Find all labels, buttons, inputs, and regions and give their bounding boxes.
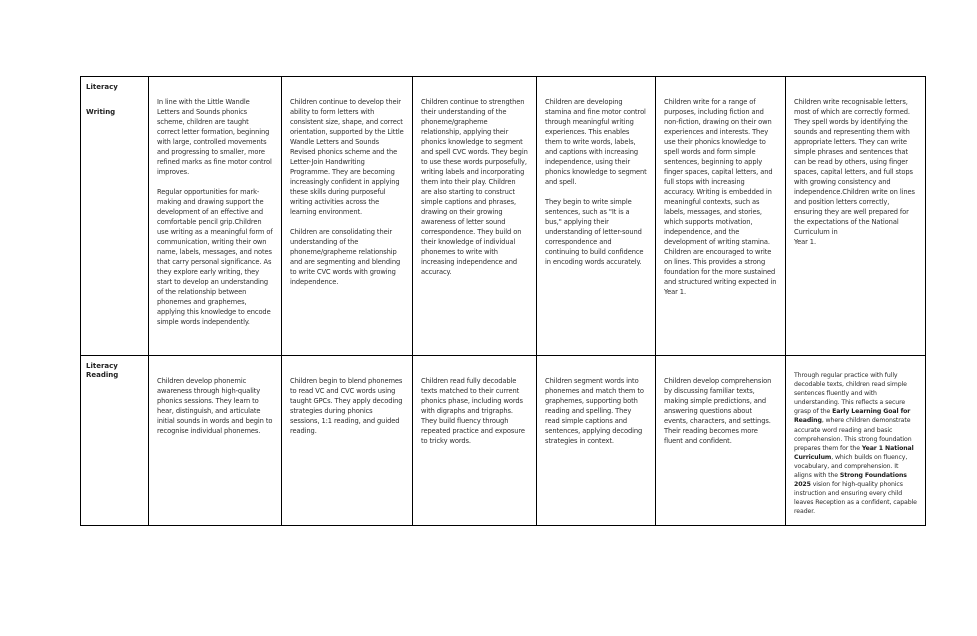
writing-cell-1 <box>149 77 282 356</box>
text-run: , where children demonstrate accurate word reading and basic comprehension. This strong foundation prepares them for the <box>794 417 912 452</box>
paragraph: Children continue to strengthen their understanding of the phoneme/grapheme relationship, applying their phonics knowledge to segment and spell CVC words. They begin to use these words purposefully, writing labels and incorporating them into their play. Children are also starting to construct simple captions and phrases, drawing on their growing awareness of letter sound correspondence. They build on their knowledge of individual phonemes to write with increasing independence and accuracy. <box>421 98 528 276</box>
table-row-reading <box>81 356 926 526</box>
paragraph: Children write recognisable letters, most of which are correctly formed. They spell words by identifying the sounds and representing them with appropriate letters. They can write simple phrases and sentences that can be read by others, using finger spaces, capital letters, and full stops with growing consistency and independence.Children write on lines and position letters correctly, ensuring they are well prepared for the expectations of the National Curriculum in <box>794 98 915 236</box>
table-row-writing <box>81 77 926 356</box>
paragraph: Children develop comprehension by discussing familiar texts, making simple predictions, and answering questions about events, characters, and settings. Their reading becomes more fluent and confident. <box>664 377 772 445</box>
paragraph: Children are developing stamina and fine motor control through meaningful writing experiences. This enables them to write words, labels, and captions with increasing independence, using their phonics knowledge to segment and spell. <box>545 98 647 186</box>
reading-cell-3 <box>413 356 537 526</box>
paragraph: Children write for a range of purposes, including fiction and non-fiction, drawing on their own experiences and interests. They use their phonics knowledge to spell words and form simple sentences, beginning to apply finger spaces, capital letters, and full stops with increasing accuracy. Writing is embedded in meaningful contexts, such as labels, messages, and stories, which supports motivation, independence, and the development of writing stamina. Children are encouraged to write on lines. This provides a strong foundation for the more sustained and structured writing expected in Year 1. <box>664 98 777 296</box>
paragraph: Children segment words into phonemes and match them to graphemes, supporting both reading and spelling. They read simple captions and sentences, applying decoding strategies in context. <box>545 377 644 445</box>
curriculum-table <box>80 76 926 526</box>
text-run: , which builds on fluency, vocabulary, and comprehension. It aligns with the <box>794 453 908 480</box>
bold-run: Early Learning Goal for Reading <box>794 408 911 425</box>
bold-run: Year 1 National Curriculum <box>794 444 914 461</box>
row-label-line: Reading <box>86 371 119 379</box>
reading-cell-6 <box>786 356 926 526</box>
reading-cell-4 <box>537 356 656 526</box>
text-run: Through regular practice with fully decodable texts, children read simple sentences fluently and with understanding. This reflects a secure grasp of the <box>794 372 907 416</box>
paragraph: They begin to write simple sentences, such as "It is a bus," applying their understanding of letter-sound correspondence and continuing to build confidence in encoding words accurately. <box>545 198 644 266</box>
row-label-line: Literacy <box>86 362 118 370</box>
paragraph: Children read fully decodable texts matched to their current phonics phase, including words with digraphs and trigraphs. They build fluency through repeated practice and exposure to tricky words. <box>421 377 525 445</box>
writing-cell-5 <box>656 77 786 356</box>
row-label-line: Writing <box>86 108 116 116</box>
writing-cell-4 <box>537 77 656 356</box>
row-label-literacy-writing <box>81 77 149 356</box>
paragraph: Year 1. <box>794 238 816 246</box>
paragraph: Regular opportunities for mark-making and drawing support the development of an effective and comfortable pencil grip.Children use writing as a meaningful form of communication, writing their own name, labels, messages, and notes that carry personal significance. As they explore early writing, they start to develop an understanding of the relationship between phonemes and graphemes, applying this knowledge to encode simple words independently. <box>157 188 273 326</box>
paragraph-rich <box>794 371 917 517</box>
row-label-line: Literacy <box>86 83 118 91</box>
reading-cell-2 <box>282 356 413 526</box>
writing-cell-6 <box>786 77 926 356</box>
paragraph: Children develop phonemic awareness through high-quality phonics sessions. They learn to hear, distinguish, and articulate initial sounds in words and begin to recognise individual phonemes. <box>157 377 273 435</box>
row-label-literacy-reading <box>81 356 149 526</box>
writing-cell-2 <box>282 77 413 356</box>
text-run: vision for high-quality phonics instruction and ensuring every child leaves Reception as a confident, capable reader. <box>794 481 917 516</box>
bold-run: Strong Foundations 2025 <box>794 472 907 489</box>
paragraph: In line with the Little Wandle Letters and Sounds phonics scheme, children are taught correct letter formation, beginning with large, controlled movements and progressing to smaller, more refined marks as fine motor control improves. <box>157 98 272 176</box>
paragraph: Children continue to develop their ability to form letters with consistent size, shape, and correct orientation, supported by the Little Wandle Letters and Sounds Revised phonics scheme and the Letter-Join Handwriting Programme. They are becoming increasingly confident in applying these skills during purposeful writing activities across the learning environment. <box>290 98 404 216</box>
paragraph: Children begin to blend phonemes to read VC and CVC words using taught GPCs. They apply decoding strategies during phonics sessions, 1:1 reading, and guided reading. <box>290 377 403 435</box>
paragraph: Children are consolidating their understanding of the phoneme/grapheme relationship and are segmenting and blending to write CVC words with growing independence. <box>290 228 401 286</box>
writing-cell-3 <box>413 77 537 356</box>
reading-cell-5 <box>656 356 786 526</box>
reading-cell-1 <box>149 356 282 526</box>
